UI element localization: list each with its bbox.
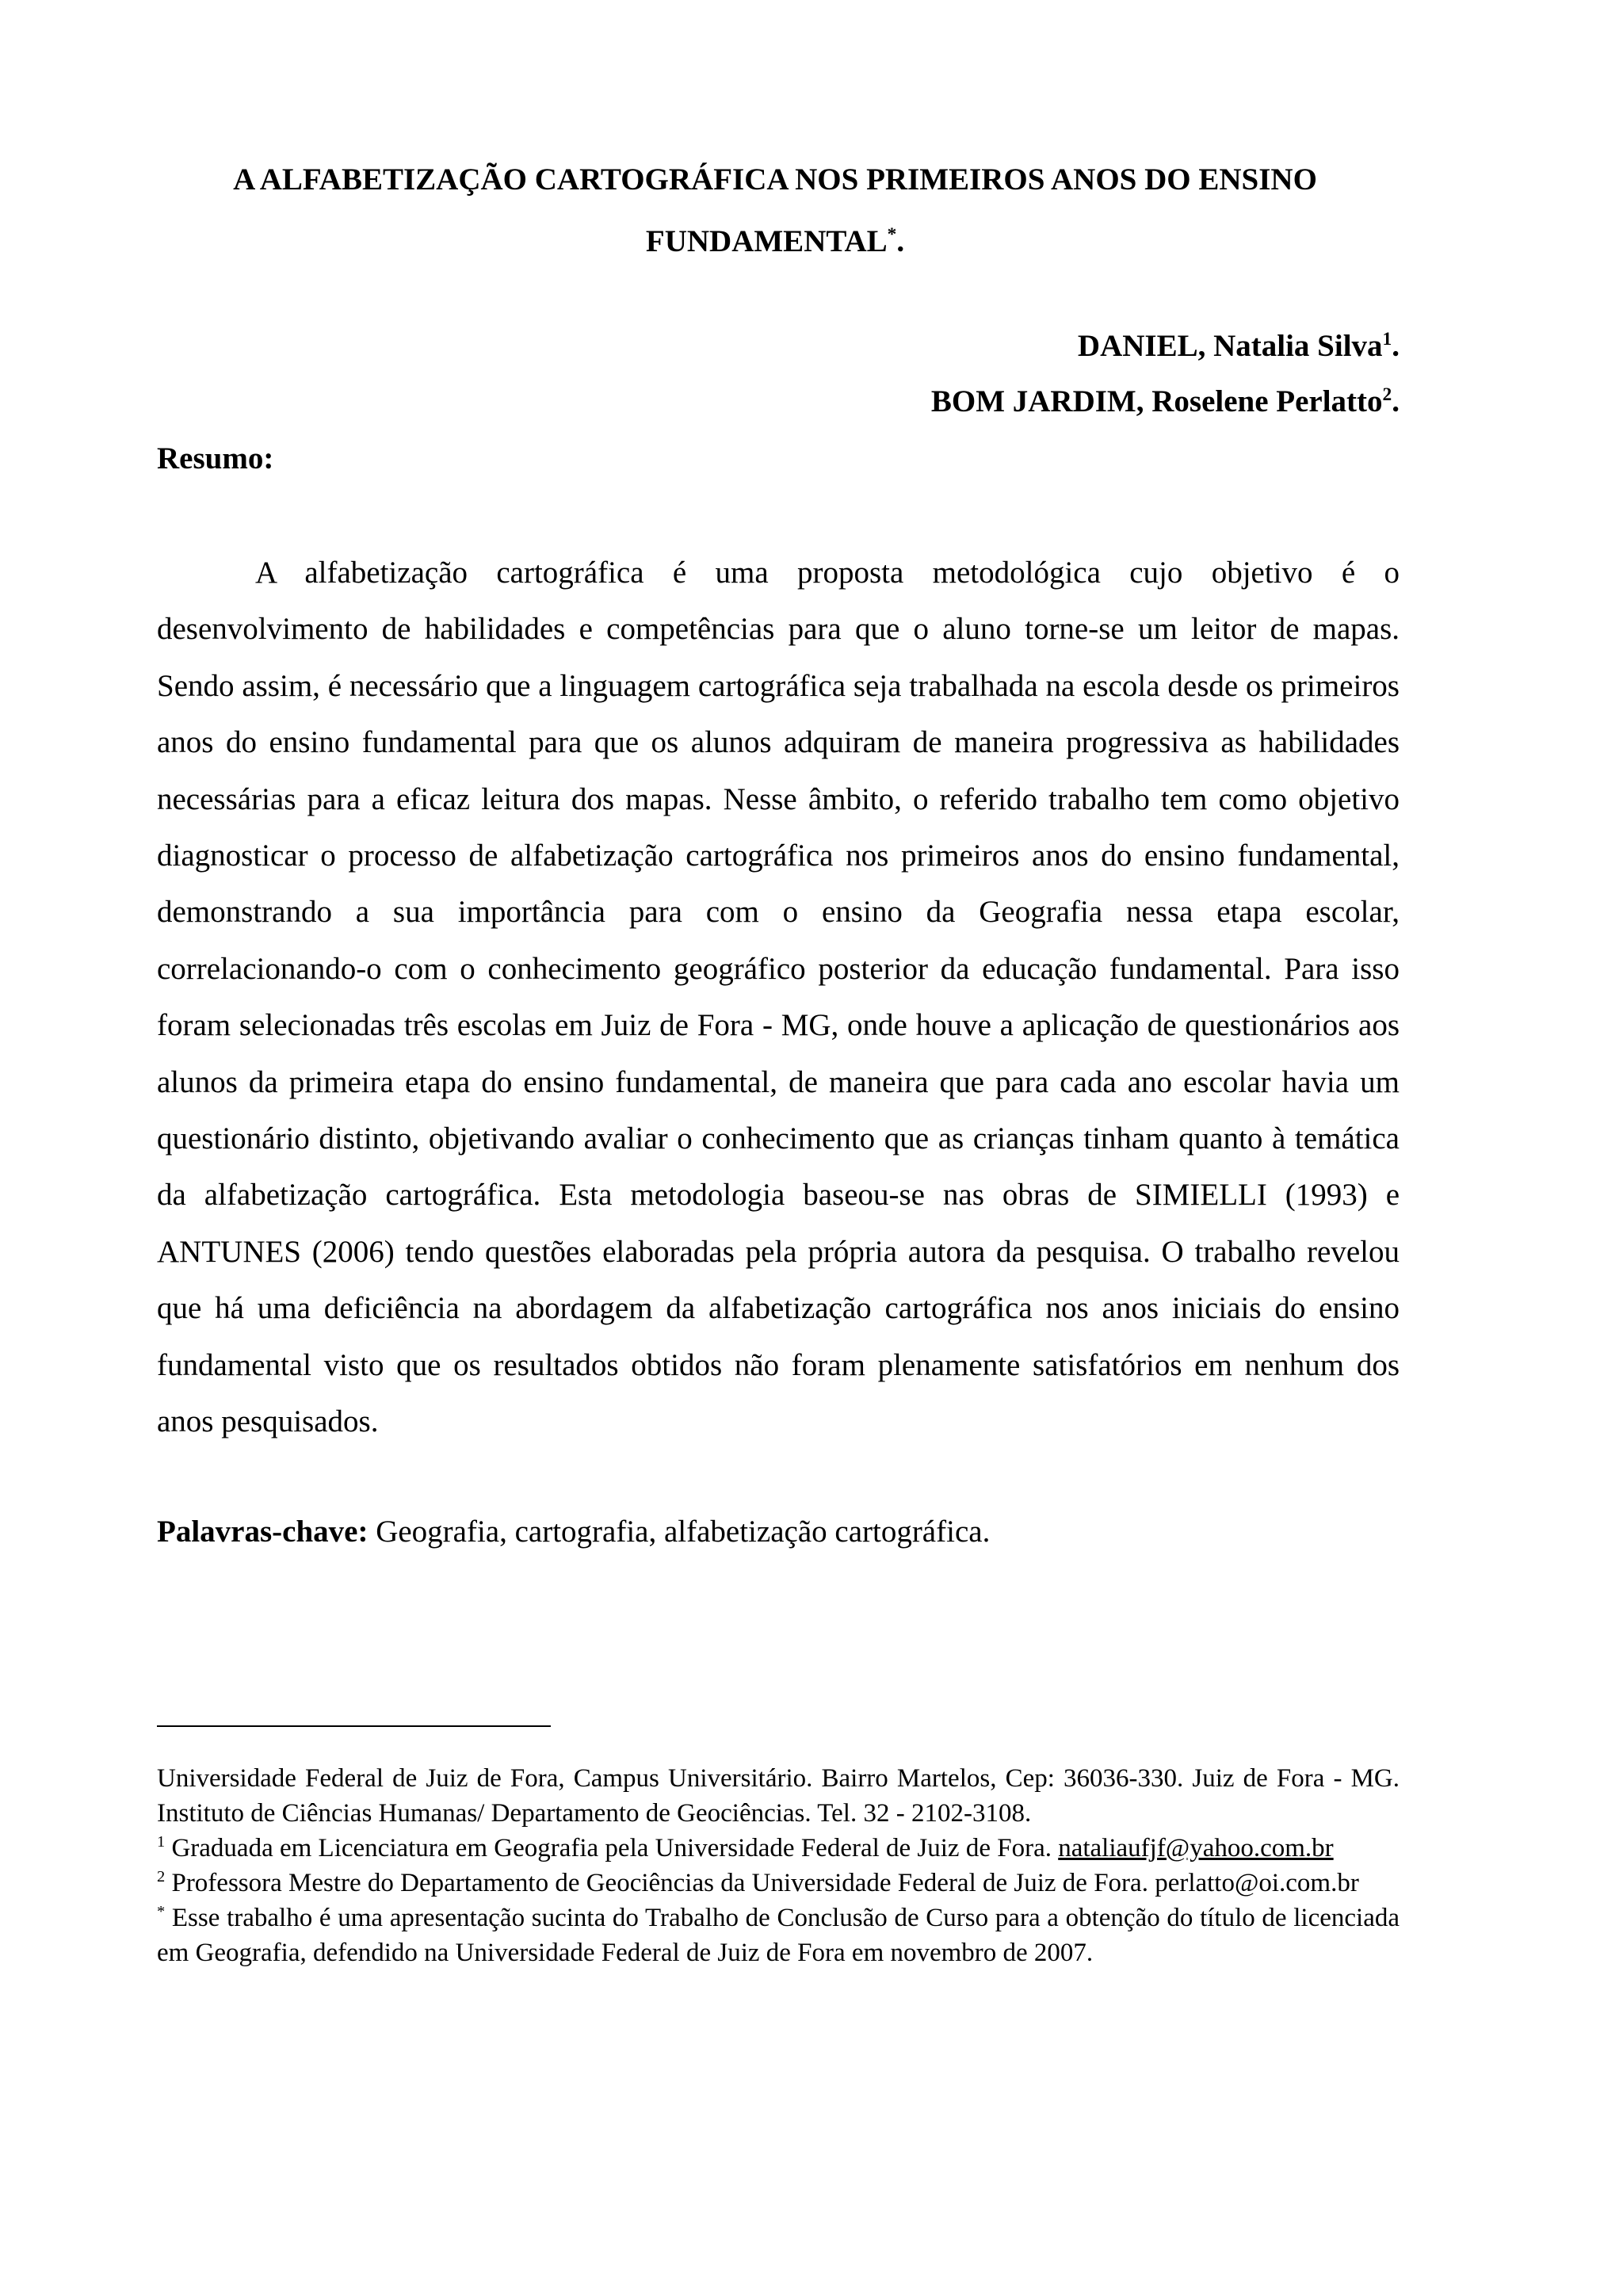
footnote-3 [157,1901,1400,1970]
footnote-2-marker: 2 [157,1868,166,1885]
author-1-end: . [1392,329,1400,363]
author-2-marker: 2 [1382,384,1392,405]
footnote-1 [157,1831,1400,1866]
author-2-name: BOM JARDIM, Roselene Perlatto [930,384,1383,418]
title-end: . [896,224,905,258]
author-list [931,319,1400,430]
paper-title [157,149,1393,273]
footnotes [157,1761,1400,1970]
footnote-3-text: Esse trabalho é uma apresentação sucinta do Trabalho de Conclusão de Curso para a obtenção do título de licenciada em Geografia, defendido na Universidade Federal de Juiz de Fora em novembro de 2007. [157,1904,1400,1967]
footnote-2-text: Professora Mestre do Departamento de Geociências da Universidade Federal de Juiz de Fora. perlatto@oi.com.br [165,1869,1359,1897]
footnote-2 [157,1866,1400,1901]
footnote-institution: Universidade Federal de Juiz de Fora, Campus Universitário. Bairro Martelos, Cep: 36036-330. Juiz de Fora - MG. Instituto de Ciências Humanas/ Departamento de Geociências. Tel. 32 - 2102-3108. [157,1764,1400,1828]
author-2 [931,374,1400,430]
footnote-3-marker: * [157,1903,166,1920]
title-footnote-marker: * [887,224,897,245]
keywords [157,1507,1400,1557]
author-1 [931,319,1400,374]
author-2-end: . [1392,384,1400,418]
abstract-body: A alfabetização cartográfica é uma proposta metodológica cujo objetivo é o desenvolvimento de habilidades e competências para que o aluno torne-se um leitor de mapas. Sendo assim, é necessário que a linguagem cartográfica seja trabalhada na escola desde os primeiros anos do ensino fundamental para que os alunos adquiram de maneira progressiva as habilidades necessárias para a eficaz leitura dos mapas. Nesse âmbito, o referido trabalho tem como objetivo diagnosticar o processo de alfabetização cartográfica nos primeiros anos do ensino fundamental, demonstrando a sua importância para com o ensino da Geografia nessa etapa escolar, correlacionando-o com o conhecimento geográfico posterior da educação fundamental. Para isso foram selecionadas três escolas em Juiz de Fora - MG, onde houve a aplicação de questionários aos alunos da primeira etapa do ensino fundamental, de maneira que para cada ano escolar havia um questionário distinto, objetivando avaliar o conhecimento que as crianças tinham quanto à temática da alfabetização cartográfica. Esta metodologia baseou-se nas obras de SIMIELLI (1993) e ANTUNES (2006) tendo questões elaboradas pela própria autora da pesquisa. O trabalho revelou que há uma deficiência na abordagem da alfabetização cartográfica nos anos iniciais do ensino fundamental visto que os resultados obtidos não foram plenamente satisfatórios em nenhum dos anos pesquisados. [157,556,1400,1439]
keywords-text: Geografia, cartografia, alfabetização cartográfica. [368,1515,991,1549]
author-1-name: DANIEL, Natalia Silva [1077,329,1383,363]
keywords-label: Palavras-chave: [157,1515,369,1549]
footnote-1-email-link[interactable]: nataliaufjf@yahoo.com.br [1058,1834,1334,1862]
author-1-marker: 1 [1382,329,1392,350]
title-text: A ALFABETIZAÇÃO CARTOGRÁFICA NOS PRIMEIROS ANOS DO ENSINO FUNDAMENTAL [233,162,1317,258]
footnote-1-marker: 1 [157,1833,166,1851]
abstract-heading: Resumo: [157,441,274,476]
footnote-1-text: Graduada em Licenciatura em Geografia pela Universidade Federal de Juiz de Fora. [165,1834,1059,1862]
footnote-separator [157,1725,551,1727]
